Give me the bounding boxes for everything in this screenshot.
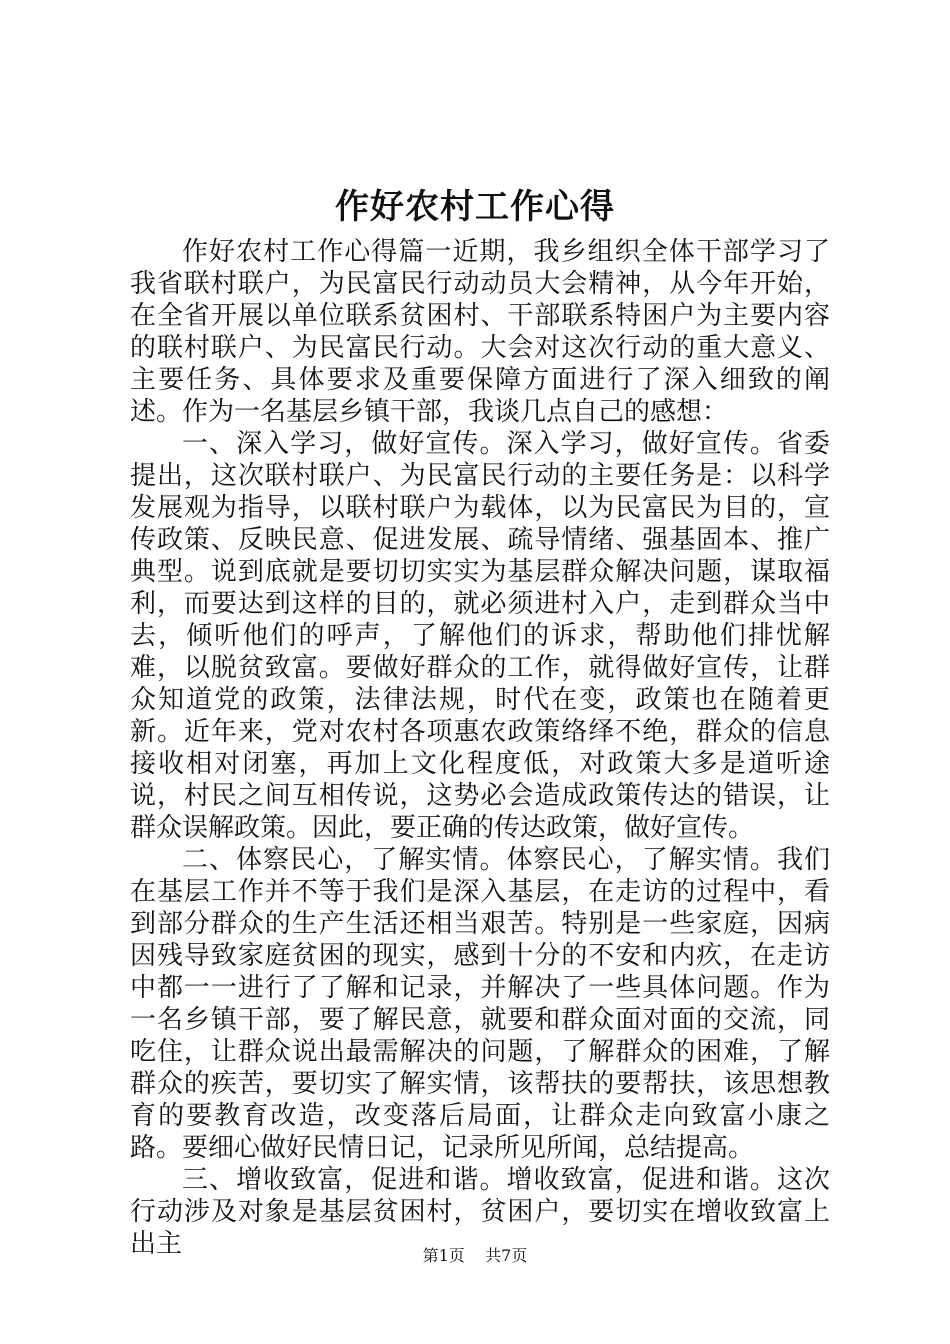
page-footer bbox=[0, 1246, 950, 1266]
page-separator bbox=[470, 1246, 480, 1265]
paragraph-intro: 作好农村工作心得篇一近期，我乡组织全体干部学习了我省联村联户，为民富民行动动员大会精神，从今年开始，在全省开展以单位联系贫困村、干部联系特困户为主要内容的联村联户、为民富民行动。大会对这次行动的重大意义、主要任务、具体要求及重要保障方面进行了深入细致的阐述。作为一名基层乡镇干部，我谈几点自己的感想： bbox=[130, 237, 830, 427]
page-total: 共7页 bbox=[485, 1246, 528, 1265]
paragraph-section-1: 一、深入学习，做好宣传。深入学习，做好宣传。省委提出，这次联村联户、为民富民行动的主要任务是：以科学发展观为指导，以联村联户为载体，以为民富民为目的，宣传政策、反映民意、促进发展、疏导情绪、强基固本、推广典型。说到底就是要切切实实为基层群众解决问题，谋取福利，而要达到这样的目的，就必须进村入户，走到群众当中去，倾听他们的呼声，了解他们的诉求，帮助他们排忧解难，以脱贫致富。要做好群众的工作，就得做好宣传，让群众知道党的政策，法律法规，时代在变，政策也在随着更新。近年来，党对农村各项惠农政策络绎不绝，群众的信息接收相对闭塞，再加上文化程度低，对政策大多是道听途说，村民之间互相传说，这势必会造成政策传达的错误，让群众误解政策。因此，要正确的传达政策，做好宣传。 bbox=[130, 429, 830, 843]
document-body bbox=[130, 236, 830, 1260]
page-number: 第1页 bbox=[422, 1246, 465, 1265]
paragraph-section-3: 三、增收致富，促进和谐。增收致富，促进和谐。这次行动涉及对象是基层贫困村，贫困户，要切实在增收致富上出主 bbox=[130, 1165, 830, 1259]
paragraph-section-2: 二、体察民心，了解实情。体察民心，了解实情。我们在基层工作并不等于我们是深入基层，在走访的过程中，看到部分群众的生产生活还相当艰苦。特别是一些家庭，因病因残导致家庭贫困的现实，感到十分的不安和内疚，在走访中都一一进行了了解和记录，并解决了一些具体问题。作为一名乡镇干部，要了解民意，就要和群众面对面的交流，同吃住，让群众说出最需解决的问题，了解群众的困难，了解群众的疾苦，要切实了解实情，该帮扶的要帮扶，该思想教育的要教育改造，改变落后局面，让群众走向致富小康之路。要细心做好民情日记，记录所见所闻，总结提高。 bbox=[130, 845, 830, 1163]
document-title: 作好农村工作心得 bbox=[335, 187, 615, 227]
